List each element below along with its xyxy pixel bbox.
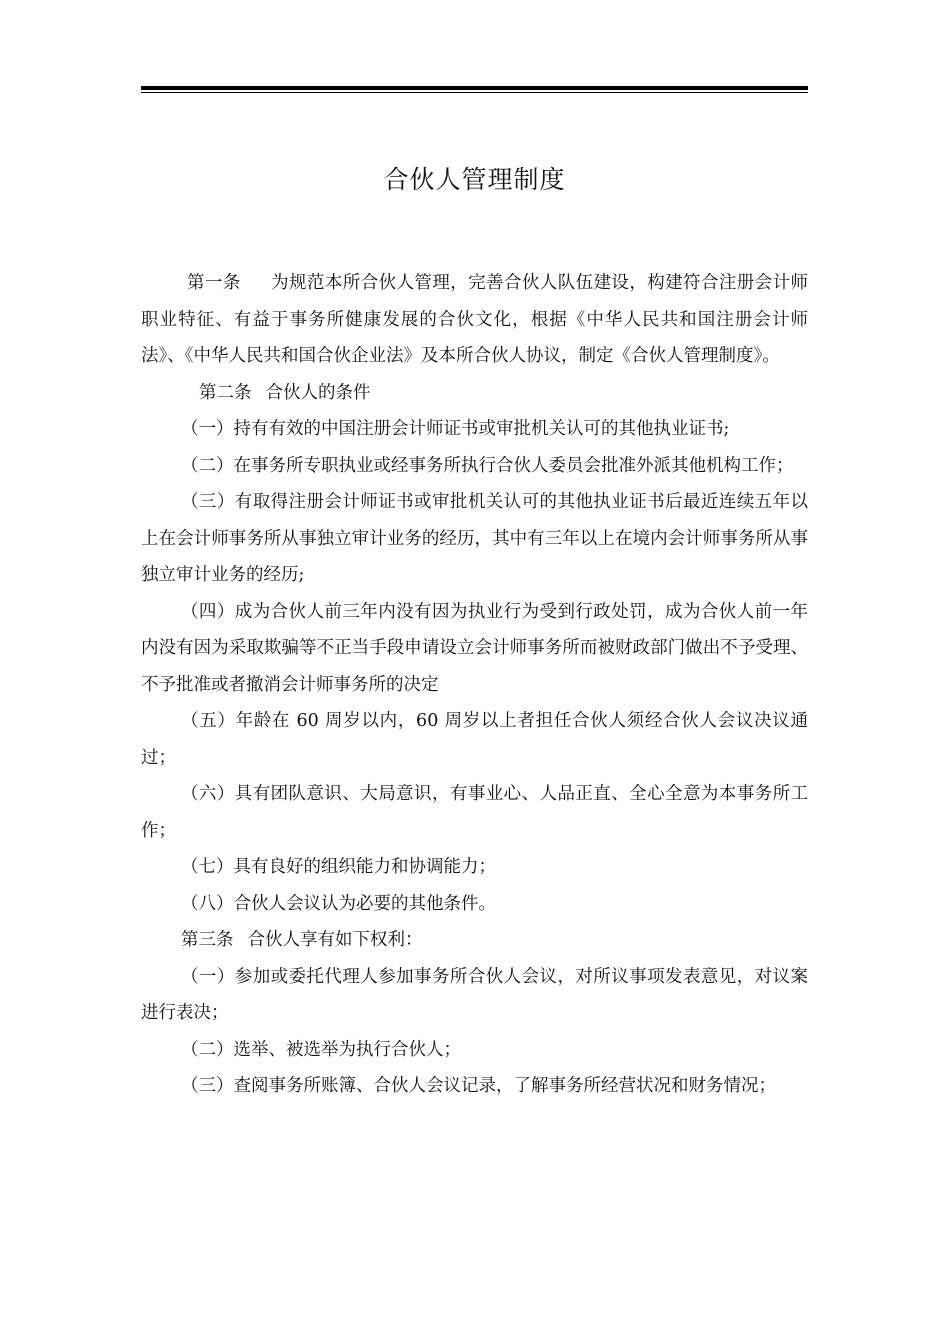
document-title: 合伙人管理制度: [383, 165, 566, 194]
article-3-heading-text: 合伙人享有如下权利：: [247, 930, 423, 950]
article-3-item-1: （一）参加或委托代理人参加事务所合伙人会议，对所议事项发表意见，对议案进行表决；: [141, 966, 808, 1023]
article-2-item-6: （六）具有团队意识、大局意识，有事业心、人品正直、全心全意为本事务所工作；: [141, 784, 808, 841]
article-1-text: 为规范本所合伙人管理，完善合伙人队伍建设，构建符合注册会计师职业特征、有益于事务所健康发展的合伙文化，根据《中华人民共和国注册会计师法》、《中华人民共和国合伙企业法》及本所合伙人协议，制定《合伙人管理制度》。: [141, 273, 809, 366]
article-2-item-1: （一）持有有效的中国注册会计师证书或审批机关认可的其他执业证书;: [181, 419, 730, 439]
article-2-item-5: （五）年龄在 60 周岁以内，60 周岁以上者担任合伙人须经合伙人会议决议通过；: [141, 711, 808, 768]
document-body: [141, 265, 808, 1105]
article-2-item-4: （四）成为合伙人前三年内没有因为执业行为受到行政处罚，成为合伙人前一年内没有因为采取欺骗等不正当手段申请设立会计师事务所而被财政部门做出不予受理、不予批准或者撤消会计师事务所的决定: [141, 601, 808, 695]
header-rule-thin: [141, 92, 808, 93]
article-3-item-2: （二）选举、被选举为执行合伙人；: [181, 1039, 461, 1060]
article-3-heading: [141, 922, 808, 959]
article-2-label: 第二条: [199, 382, 252, 403]
article-2-item-2: （二）在事务所专职执业或经事务所执行合伙人委员会批准外派其他机构工作；: [181, 455, 794, 476]
article-2-item-7: （七）具有良好的组织能力和协调能力；: [181, 857, 496, 877]
article-1: [141, 265, 808, 375]
article-2-heading-text: 合伙人的条件: [265, 382, 371, 403]
header-rule-thick: [141, 86, 808, 90]
article-2-item-3: （三）有取得注册会计师证书或审批机关认可的其他执业证书后最近连续五年以上在会计师事务所从事独立审计业务的经历，其中有三年以上在境内会计师事务所从事独立审计业务的经历;: [141, 492, 808, 585]
article-2-item-8: （八）合伙人会议认为必要的其他条件。: [181, 893, 496, 914]
article-1-label: 第一条: [187, 273, 241, 293]
article-3-item-3: （三）查阅事务所账簿、合伙人会议记录，了解事务所经营状况和财务情况；: [181, 1076, 776, 1096]
article-2-heading: [141, 375, 808, 412]
article-3-label: 第三条: [181, 930, 234, 950]
